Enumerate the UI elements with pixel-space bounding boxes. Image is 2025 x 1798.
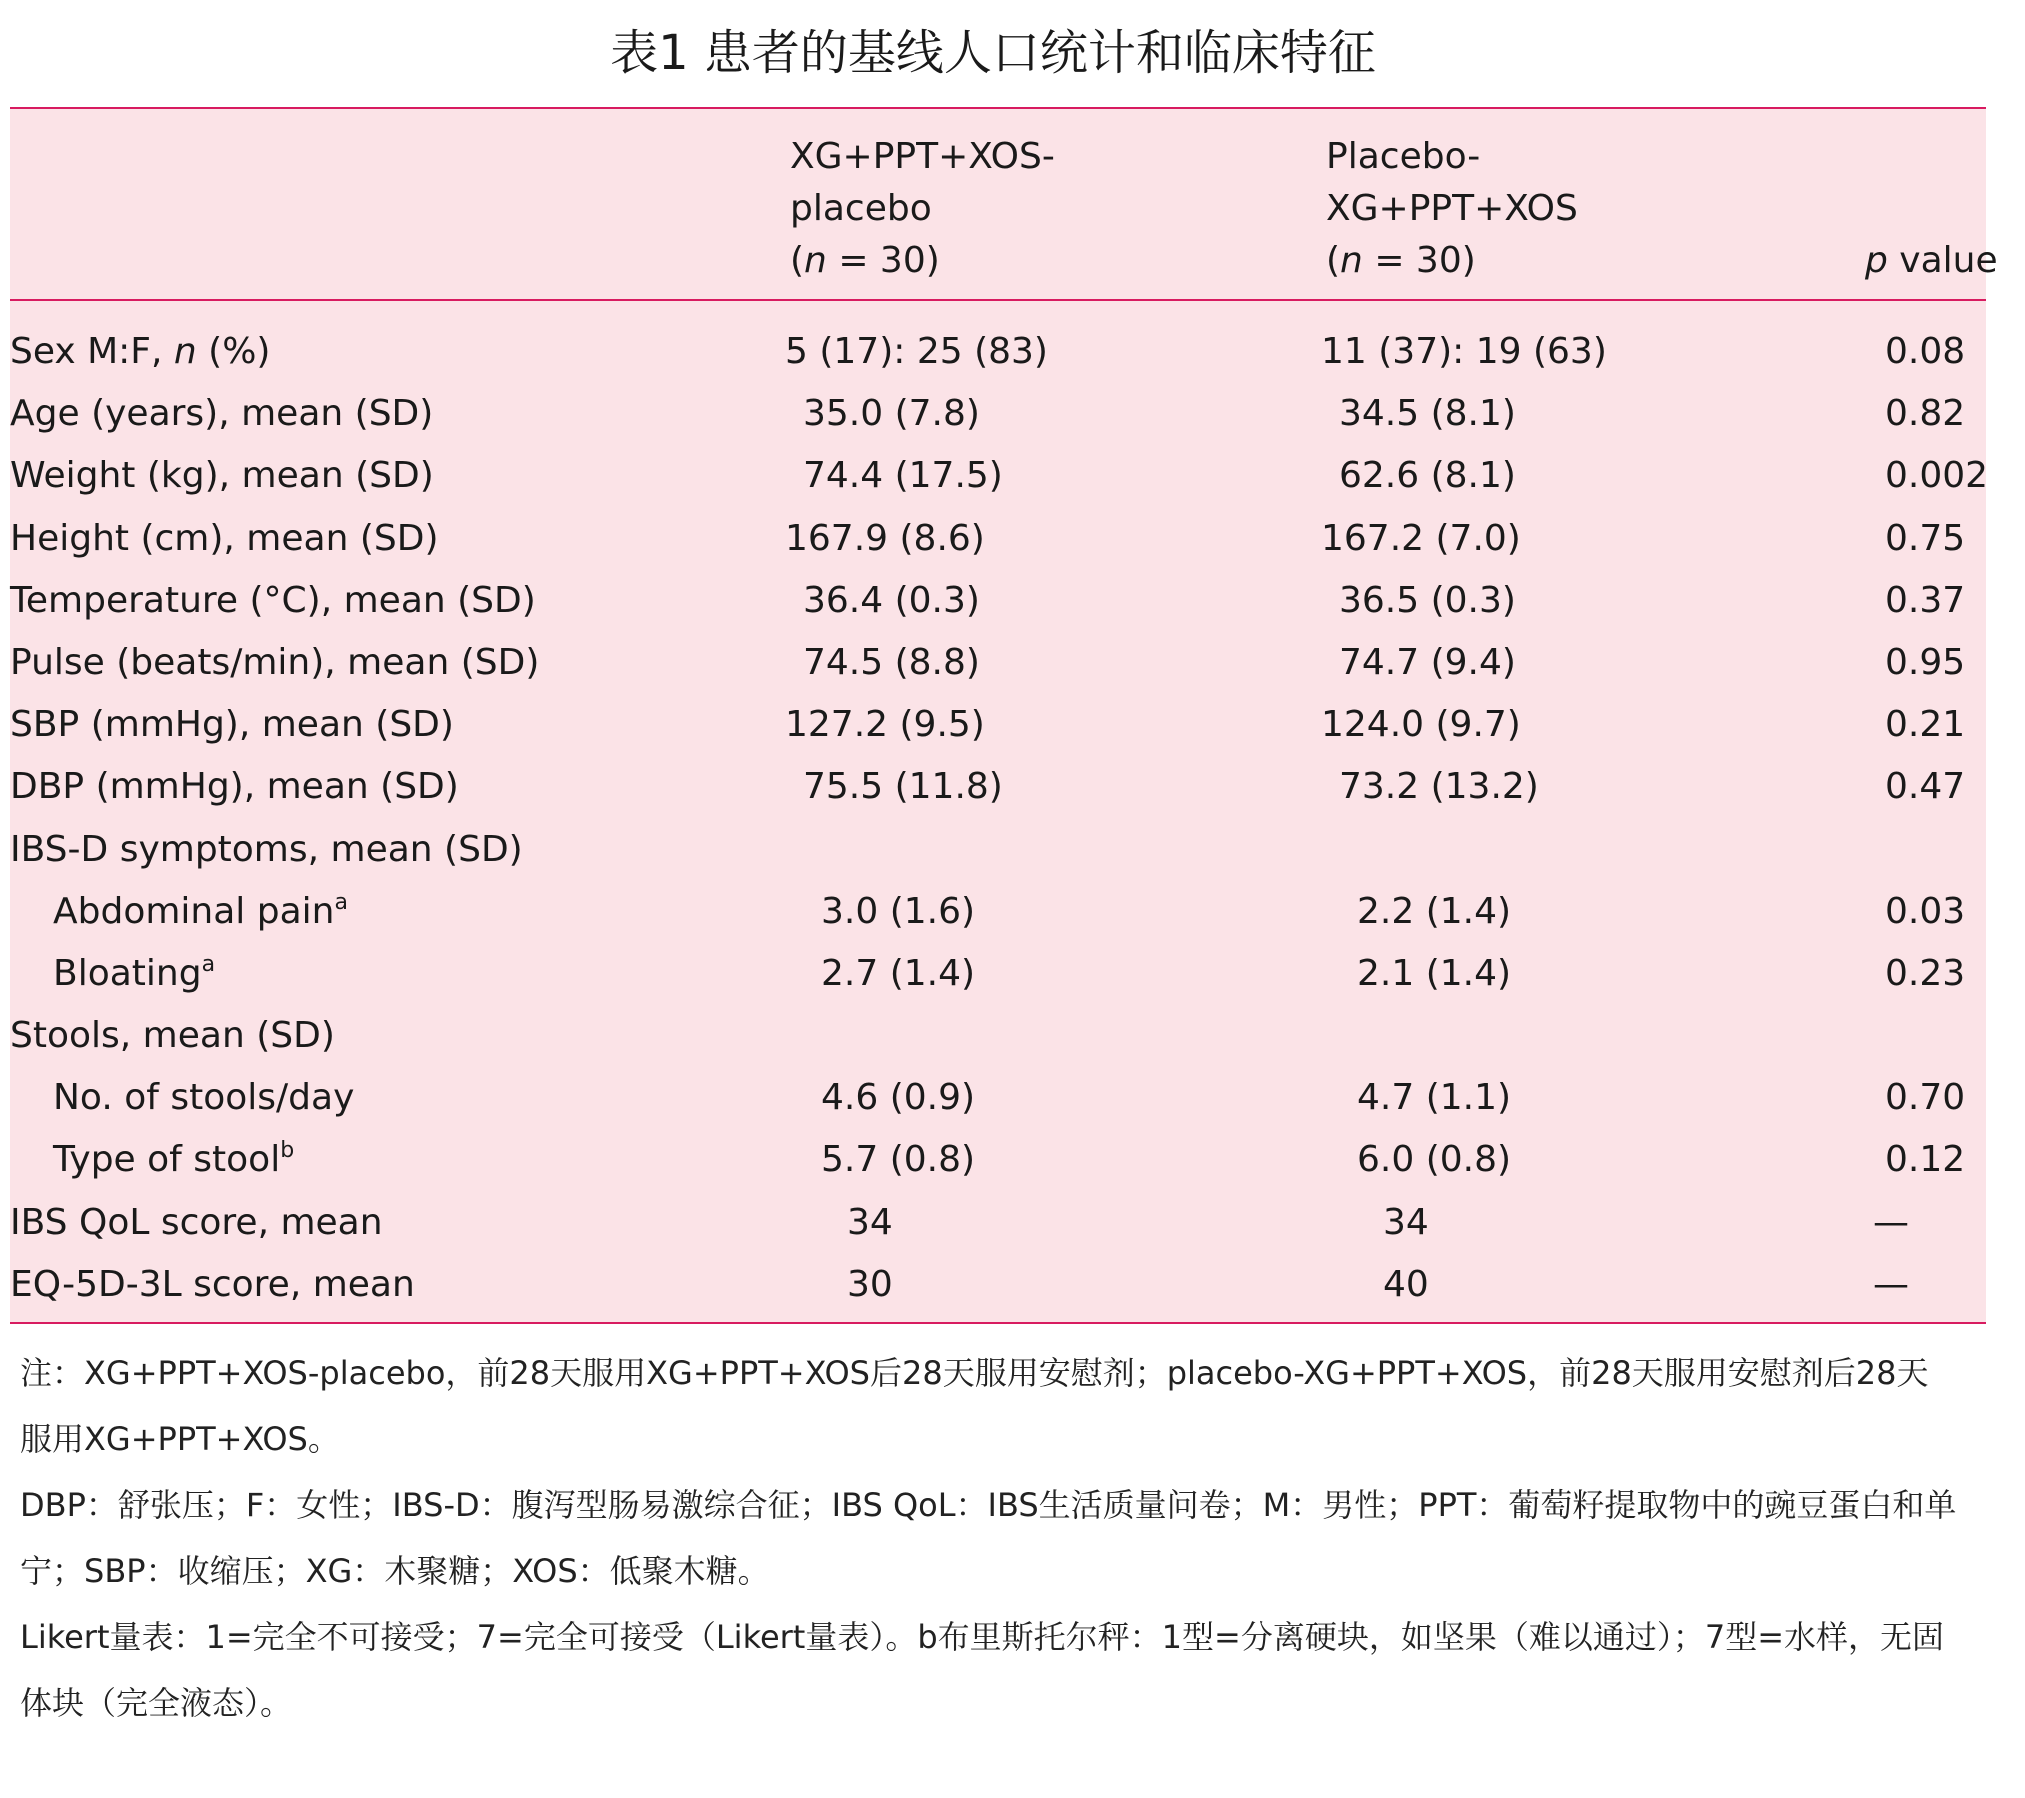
p-value: 0.70 [1885,1077,1966,1119]
footnote-marker: b [280,1138,295,1164]
group1-value: 5.7 (0.8) [821,1139,976,1181]
table-row [10,881,1986,943]
note-paragraph: DBP：舒张压；F：女性；IBS-D：腹泻型肠易激综合征；IBS QoL：IBS生活质量问卷；M：男性；PPT：葡萄籽提取物中的豌豆蛋白和单宁；SBP：收缩压；XG：木聚糖；XOS：低聚木糖。 [20,1486,1957,1590]
p-value: 0.95 [1885,641,1966,683]
group2-value: 6.0 (0.8) [1357,1139,1512,1181]
row-label: Temperature (°C), mean (SD) [10,579,536,621]
table-row [10,943,1986,1005]
p-value: — [1873,1201,1909,1243]
table-row [10,1067,1986,1129]
p-value: 0.002 [1885,455,1989,497]
p-value: — [1873,1263,1909,1305]
group1-value: 74.5 (8.8) [803,641,980,683]
header-group1-line1: XG+PPT+XOS- [790,136,1055,177]
row-label: Bloating$^a$ [53,951,216,994]
group2-value: 124.0 (9.7) [1321,704,1521,746]
table-row [10,570,1986,632]
header-group1-line2: placebo [790,188,932,229]
group1-value: 2.7 (1.4) [821,952,976,994]
header-group2 [1326,131,1578,287]
p-value: 0.23 [1885,952,1966,994]
group2-value: 62.6 (8.1) [1339,455,1516,497]
table-header [10,109,1998,301]
table-row [10,445,1989,507]
group1-value: 75.5 (11.8) [803,766,1003,808]
table-row [10,508,1986,570]
header-p-value: p value [1865,240,1998,281]
group2-value: 74.7 (9.4) [1339,641,1516,683]
table-row [10,1129,1986,1191]
row-label: Weight (kg), mean (SD) [10,455,434,497]
table-row [10,1254,1986,1316]
note-paragraph: 注：XG+PPT+XOS-placebo，前28天服用XG+PPT+XOS后28天服用安慰剂；placebo-XG+PPT+XOS，前28天服用安慰剂后28天服用XG+PPT+XOS。 [20,1354,1929,1458]
p-value: 0.21 [1885,704,1966,746]
row-label: Stools, mean (SD) [10,1015,335,1057]
group1-value: 5 (17): 25 (83) [785,331,1048,372]
p-value: 0.12 [1885,1139,1966,1181]
group2-value: 11 (37): 19 (63) [1321,331,1607,372]
table-notes [20,1340,1960,1736]
header-group2-line3: (n = 30) [1326,240,1476,281]
row-label: IBS QoL score, mean [10,1201,383,1243]
table-row [10,1005,1986,1067]
row-label: EQ-5D-3L score, mean [10,1263,415,1305]
group2-value: 167.2 (7.0) [1321,517,1521,559]
group1-value: 36.4 (0.3) [803,579,980,621]
p-value: 0.03 [1885,890,1966,932]
row-label: Abdominal pain$^a$ [53,889,348,932]
group1-value: 127.2 (9.5) [785,704,985,746]
group2-value: 40 [1383,1263,1429,1305]
table-row [10,632,1986,694]
row-label: Pulse (beats/min), mean (SD) [10,641,540,683]
row-label: Sex M:F, n (%) [10,331,271,372]
footnote-marker: a [201,951,216,977]
header-group1 [790,131,1055,287]
p-value: 0.75 [1885,517,1966,559]
row-label: Type of stool$^b$ [53,1138,295,1181]
row-label: SBP (mmHg), mean (SD) [10,704,454,746]
p-value: 0.37 [1885,579,1966,621]
group1-value: 34 [847,1201,893,1243]
group1-value: 3.0 (1.6) [821,890,976,932]
group2-value: 2.1 (1.4) [1357,952,1512,994]
table-row [10,383,1986,445]
table-row [10,819,1986,881]
header-group2-line2: XG+PPT+XOS [1326,188,1578,229]
row-label: No. of stools/day [53,1077,355,1119]
group2-value: 73.2 (13.2) [1339,766,1539,808]
p-value: 0.82 [1885,393,1966,435]
table-title: 表1 患者的基线人口统计和临床特征 [610,25,1376,81]
table-row [10,321,1986,383]
row-label: DBP (mmHg), mean (SD) [10,766,459,808]
table-row [10,694,1986,756]
row-label: IBS-D symptoms, mean (SD) [10,828,523,870]
row-label: Height (cm), mean (SD) [10,517,439,559]
table-row [10,1192,1986,1254]
group1-value: 167.9 (8.6) [785,517,985,559]
group1-value: 30 [847,1263,893,1305]
note-paragraph: Likert量表：1=完全不可接受；7=完全可接受（Likert量表）。b布里斯托尔秤：1型=分离硬块，如坚果（难以通过）；7型=水样，无固体块（完全液态）。 [20,1618,1945,1722]
header-group1-line3: (n = 30) [790,240,940,281]
group2-value: 36.5 (0.3) [1339,579,1516,621]
footnote-marker: a [334,889,348,915]
row-label: Age (years), mean (SD) [10,393,434,435]
group1-value: 4.6 (0.9) [821,1077,976,1119]
header-group2-line1: Placebo- [1326,136,1481,177]
group2-value: 34.5 (8.1) [1339,393,1516,435]
group1-value: 74.4 (17.5) [803,455,1003,497]
group2-value: 4.7 (1.1) [1357,1077,1512,1119]
p-value: 0.08 [1885,331,1966,372]
group1-value: 35.0 (7.8) [803,393,980,435]
table-row [10,756,1986,818]
group2-value: 34 [1383,1201,1429,1243]
p-value: 0.47 [1885,766,1966,808]
table-body [10,301,1989,1322]
group2-value: 2.2 (1.4) [1357,890,1512,932]
baseline-table [10,107,1998,1324]
